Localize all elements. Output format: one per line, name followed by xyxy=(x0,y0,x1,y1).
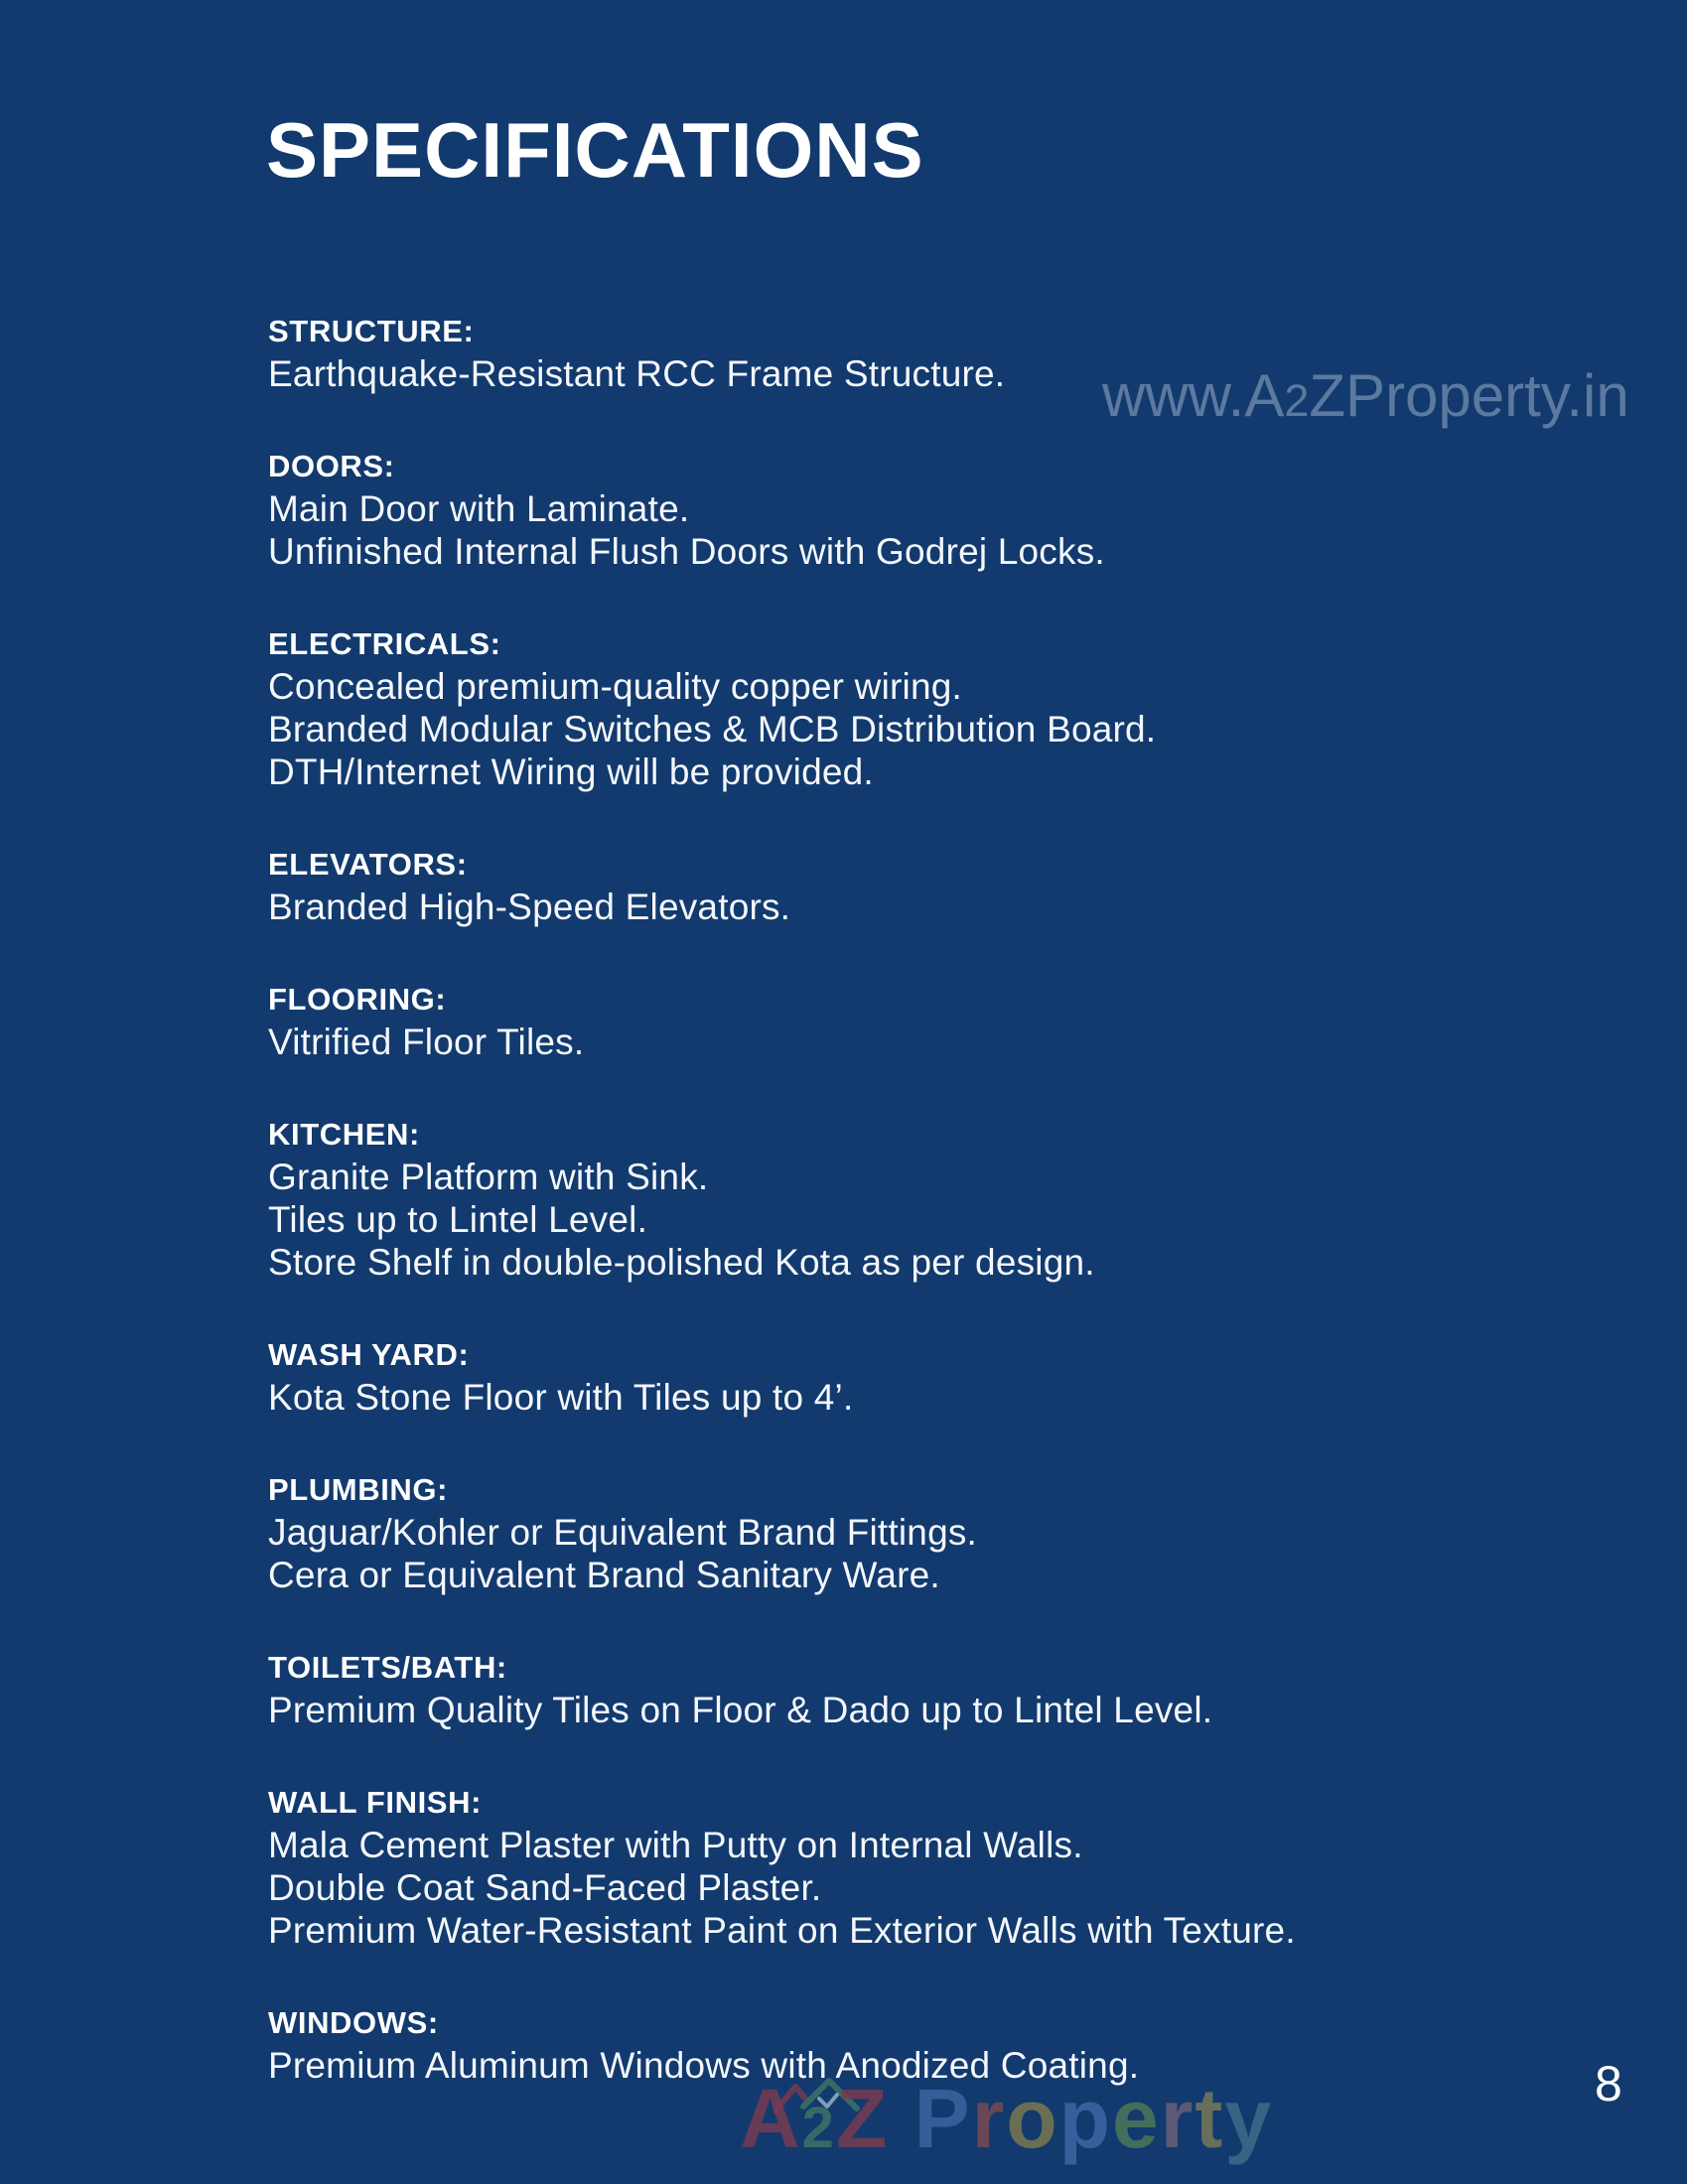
section-line: Granite Platform with Sink. xyxy=(268,1157,709,1197)
logo-letter: r xyxy=(1160,2072,1195,2165)
section-heading: TOILETS/BATH: xyxy=(268,1650,507,1685)
specifications-list xyxy=(268,310,1460,2136)
section-heading: ELECTRICALS: xyxy=(268,626,501,661)
section-line: Mala Cement Plaster with Putty on Internal Walls. xyxy=(268,1825,1083,1865)
section-line: Vitrified Floor Tiles. xyxy=(268,1022,585,1062)
logo-letter: e xyxy=(1111,2072,1161,2165)
logo-letter: y xyxy=(1224,2072,1274,2165)
section-heading: ELEVATORS: xyxy=(268,847,468,882)
spec-section xyxy=(268,978,1460,1063)
section-line: Store Shelf in double-polished Kota as per design. xyxy=(268,1242,1095,1283)
logo-letter: p xyxy=(1058,2072,1112,2165)
section-heading: WINDOWS: xyxy=(268,2005,439,2040)
spec-section xyxy=(268,622,1460,793)
page-number: 8 xyxy=(1595,2056,1622,2112)
section-heading: KITCHEN: xyxy=(268,1117,420,1152)
section-line: Premium Water-Resistant Paint on Exterior Walls with Texture. xyxy=(268,1910,1296,1951)
logo-letter: 2 xyxy=(801,2096,836,2160)
section-line: Double Coat Sand-Faced Plaster. xyxy=(268,1867,822,1908)
section-line: Premium Aluminum Windows with Anodized Coating. xyxy=(268,2045,1140,2086)
section-line: Jaguar/Kohler or Equivalent Brand Fittings. xyxy=(268,1512,978,1553)
section-heading: FLOORING: xyxy=(268,982,447,1017)
section-heading: WASH YARD: xyxy=(268,1337,470,1372)
watermark-text-part1: www.A xyxy=(1102,362,1285,429)
spec-section xyxy=(268,1646,1460,1731)
spec-section xyxy=(268,310,1460,395)
spec-section xyxy=(268,445,1460,573)
spec-section xyxy=(268,843,1460,928)
section-heading: STRUCTURE: xyxy=(268,314,475,348)
logo-letter: P xyxy=(914,2072,972,2165)
section-line: Kota Stone Floor with Tiles up to 4’. xyxy=(268,1377,854,1418)
spec-section xyxy=(268,1468,1460,1596)
spec-section xyxy=(268,1781,1460,1952)
logo-letter: t xyxy=(1195,2072,1225,2165)
section-line: Concealed premium-quality copper wiring. xyxy=(268,666,962,707)
logo-letter: o xyxy=(1006,2072,1059,2165)
section-heading: DOORS: xyxy=(268,449,395,483)
section-line: Cera or Equivalent Brand Sanitary Ware. xyxy=(268,1555,940,1595)
section-line: Earthquake-Resistant RCC Frame Structure. xyxy=(268,353,1006,394)
logo-letter: r xyxy=(971,2072,1007,2165)
section-line: Unfinished Internal Flush Doors with Godrej Locks. xyxy=(268,531,1105,572)
logo-letter: Z xyxy=(835,2072,890,2165)
spec-section xyxy=(268,1113,1460,1284)
spec-section xyxy=(268,1333,1460,1419)
section-heading: PLUMBING: xyxy=(268,1472,449,1507)
logo-letter: A xyxy=(740,2072,802,2165)
section-line: Branded High-Speed Elevators. xyxy=(268,887,791,927)
section-line: Premium Quality Tiles on Floor & Dado up to Lintel Level. xyxy=(268,1690,1213,1730)
logo-letter xyxy=(889,2072,914,2165)
watermark-text-part2: ZProperty.in xyxy=(1309,362,1629,429)
section-line: DTH/Internet Wiring will be provided. xyxy=(268,751,874,792)
section-line: Branded Modular Switches & MCB Distribution Board. xyxy=(268,709,1157,750)
section-heading: WALL FINISH: xyxy=(268,1785,482,1820)
watermark-text-sub2: 2 xyxy=(1284,375,1310,426)
logo-wordmark xyxy=(740,2071,1273,2176)
section-line: Tiles up to Lintel Level. xyxy=(268,1199,648,1240)
page-title: SPECIFICATIONS xyxy=(266,106,924,194)
a2z-property-logo-watermark xyxy=(740,2071,1273,2184)
section-line: Main Door with Laminate. xyxy=(268,488,690,529)
